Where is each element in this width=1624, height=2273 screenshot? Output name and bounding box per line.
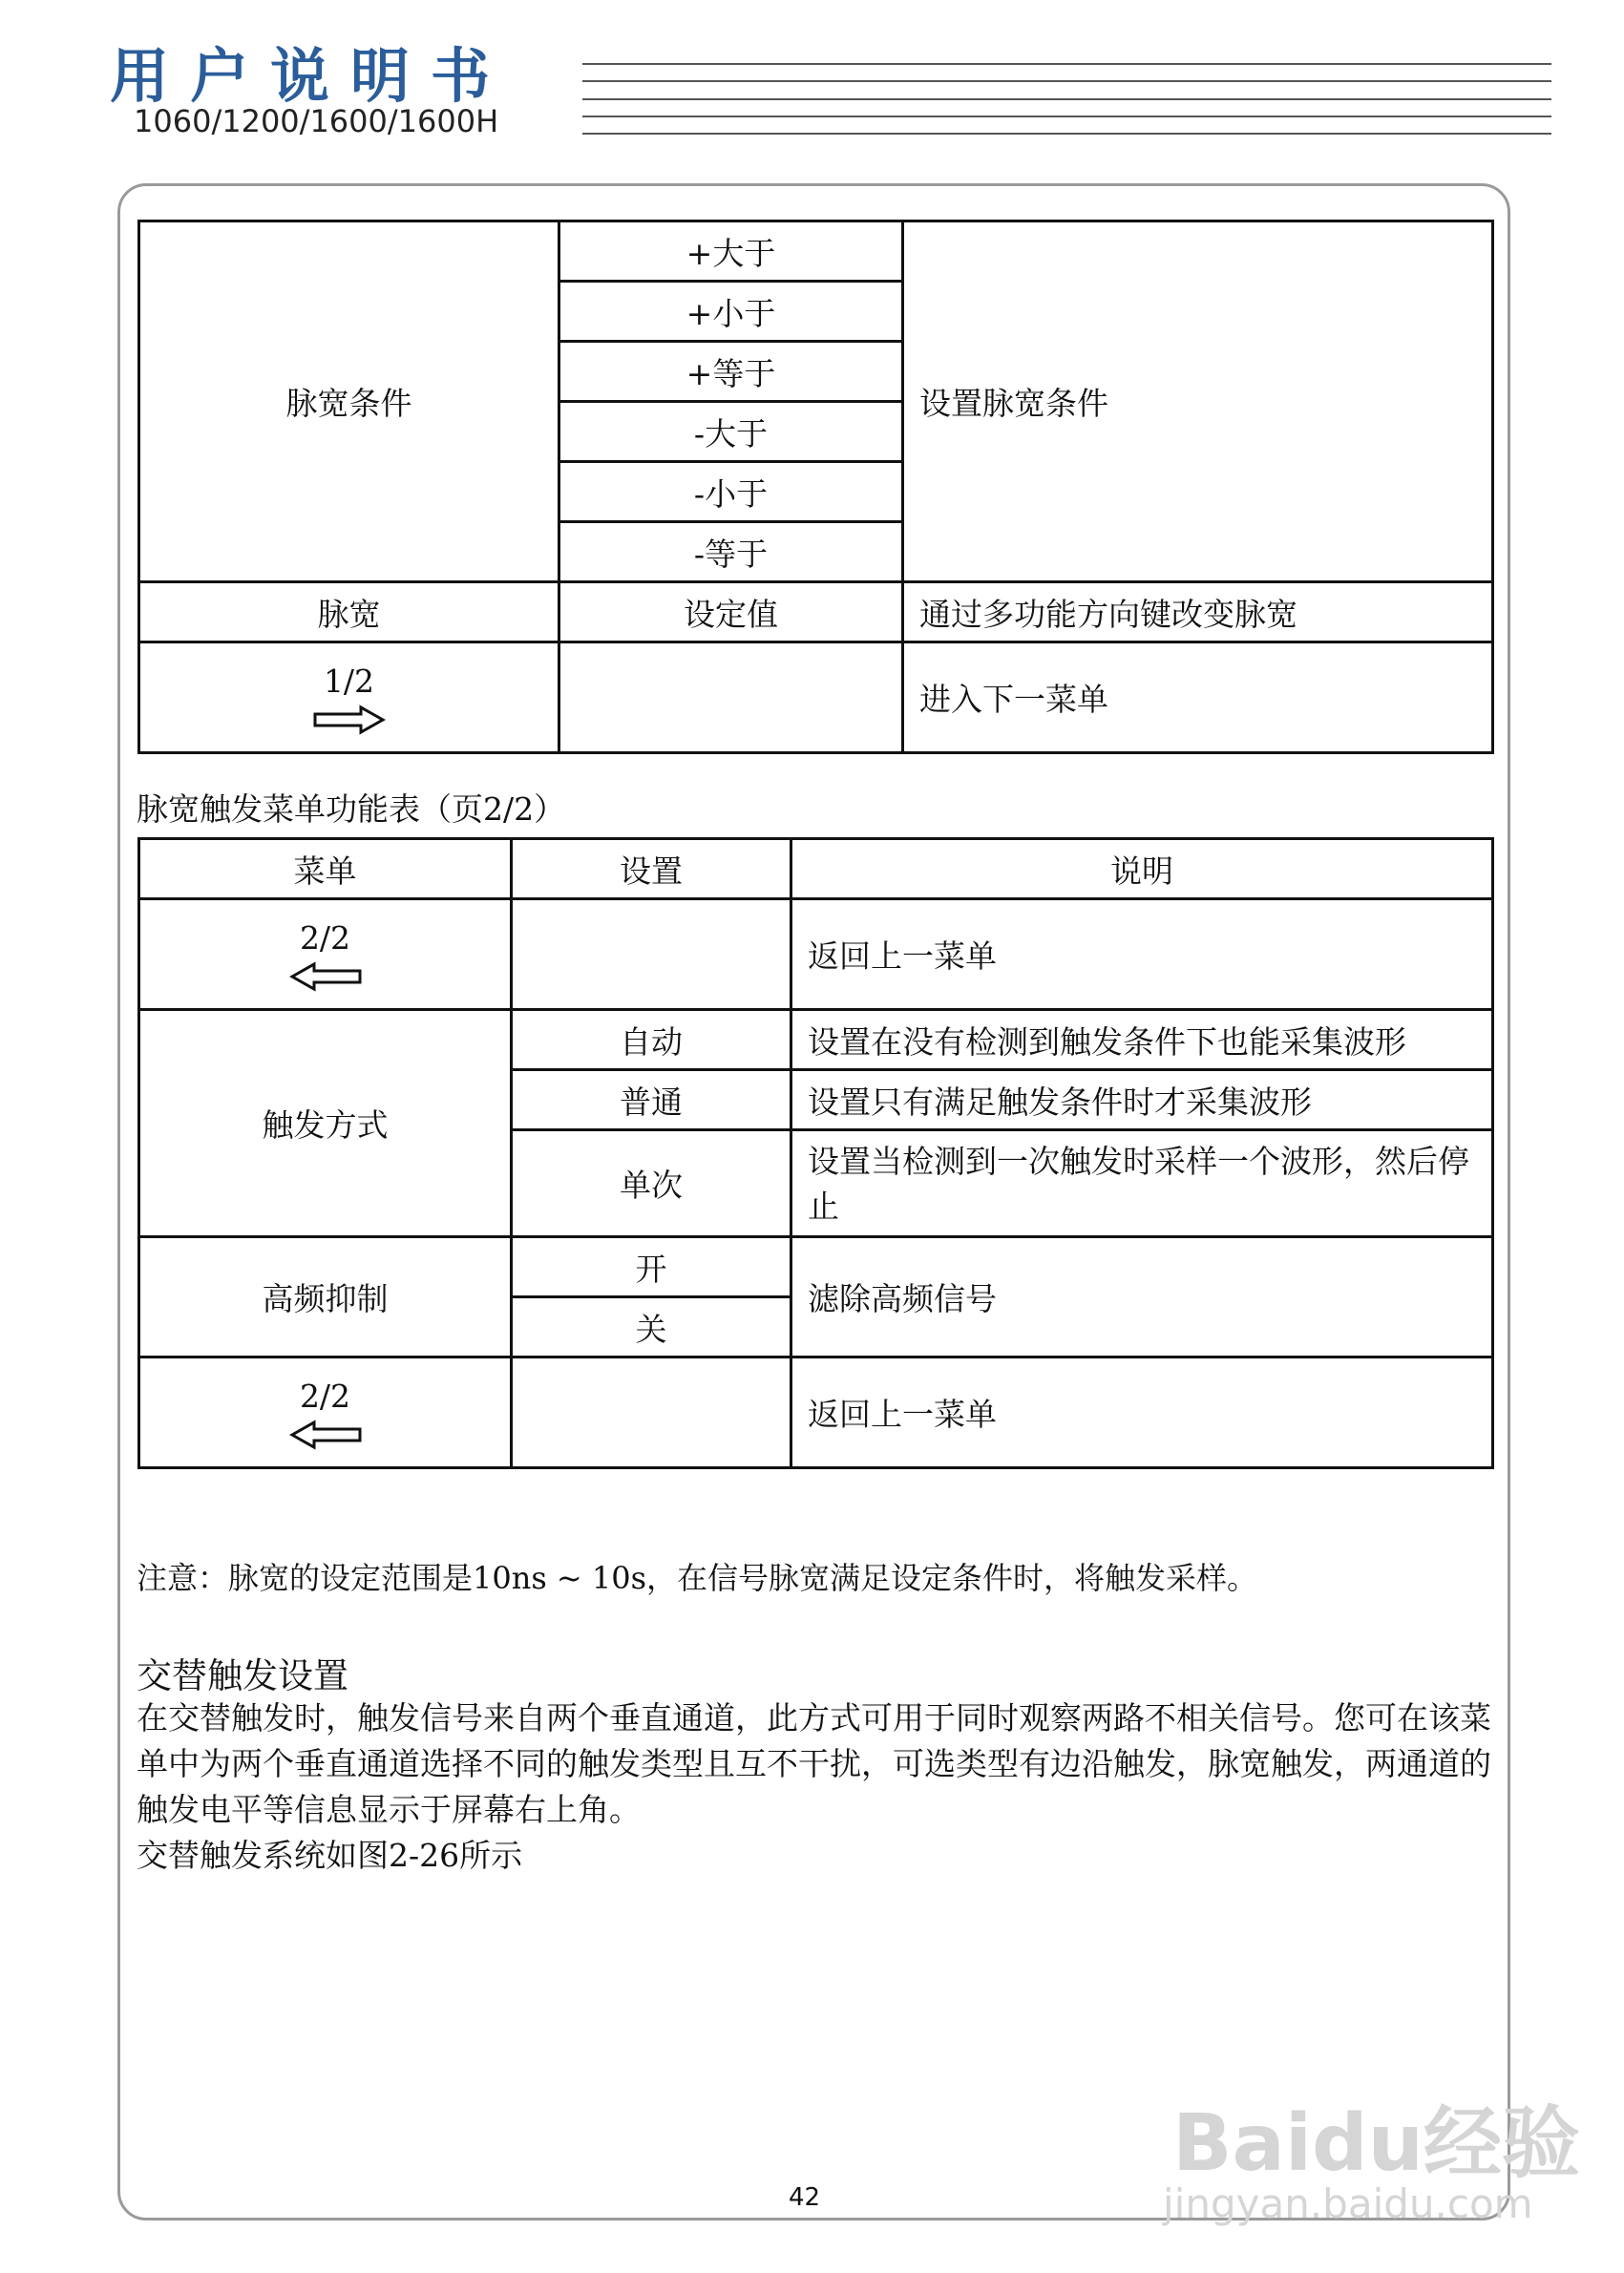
menu-cell: 触发方式 bbox=[139, 1010, 512, 1237]
table-row bbox=[139, 642, 1493, 753]
range-note: 注意：脉宽的设定范围是10ns ~ 10s，在信号脉宽满足设定条件时，将触发采样。 bbox=[137, 1560, 1258, 1596]
table-row bbox=[139, 1010, 1493, 1070]
setting-cell bbox=[512, 899, 791, 1010]
setting-cell bbox=[559, 642, 903, 753]
model-list: 1060/1200/1600/1600H bbox=[134, 103, 499, 139]
section-body bbox=[137, 1695, 1492, 1879]
right-arrow-icon bbox=[313, 705, 386, 735]
setting-cell: 单次 bbox=[512, 1130, 791, 1237]
option-cell: -等于 bbox=[559, 522, 903, 582]
setting-cell: 普通 bbox=[512, 1070, 791, 1130]
header-rule bbox=[582, 63, 1551, 65]
setting-cell: 自动 bbox=[512, 1010, 791, 1070]
setting-cell: 开 bbox=[512, 1237, 791, 1297]
desc-cell: 返回上一菜单 bbox=[791, 1357, 1493, 1468]
page-indicator: 2/2 bbox=[299, 1377, 351, 1415]
watermark-logo: Baidu经验 bbox=[1172, 2098, 1581, 2189]
left-arrow-icon bbox=[289, 1420, 362, 1450]
setting-cell: 关 bbox=[512, 1297, 791, 1357]
table-row bbox=[139, 1237, 1493, 1297]
setting-cell: 设定值 bbox=[559, 582, 903, 642]
option-cell: -大于 bbox=[559, 402, 903, 462]
pulse-trigger-table-page1 bbox=[137, 220, 1494, 754]
table-caption: 脉宽触发菜单功能表（页2/2） bbox=[137, 790, 566, 828]
watermark-url: jingyan.baidu.com bbox=[1163, 2180, 1533, 2227]
option-cell: +大于 bbox=[559, 221, 903, 282]
desc-cell: 设置脉宽条件 bbox=[903, 221, 1493, 582]
header-rule bbox=[582, 133, 1551, 135]
option-cell: +小于 bbox=[559, 282, 903, 342]
pulse-trigger-table-page2 bbox=[137, 837, 1494, 1469]
back-page-cell bbox=[139, 1357, 512, 1468]
table-row bbox=[139, 1357, 1493, 1468]
page-number: 42 bbox=[789, 2183, 821, 2212]
next-page-cell bbox=[139, 642, 559, 753]
desc-cell: 通过多功能方向键改变脉宽 bbox=[903, 582, 1493, 642]
manual-title: 用户说明书 bbox=[110, 41, 512, 111]
back-page-cell bbox=[139, 899, 512, 1010]
page-indicator: 1/2 bbox=[323, 662, 375, 700]
desc-cell: 进入下一菜单 bbox=[903, 642, 1493, 753]
left-arrow-icon bbox=[289, 961, 362, 992]
page-indicator: 2/2 bbox=[299, 918, 351, 957]
column-header: 说明 bbox=[791, 839, 1493, 899]
table-header-row bbox=[139, 839, 1493, 899]
section-heading: 交替触发设置 bbox=[137, 1655, 348, 1696]
desc-cell: 设置在没有检测到触发条件下也能采集波形 bbox=[791, 1010, 1493, 1070]
table-row bbox=[139, 582, 1493, 642]
section-paragraph: 在交替触发时，触发信号来自两个垂直通道，此方式可用于同时观察两路不相关信号。您可在该菜单中为两个垂直通道选择不同的触发类型且互不干扰，可选类型有边沿触发，脉宽触发，两通道的触发电平等信息显示于屏幕右上角。 bbox=[137, 1699, 1491, 1828]
menu-cell: 高频抑制 bbox=[139, 1237, 512, 1357]
menu-cell: 脉宽条件 bbox=[139, 221, 559, 582]
column-header: 菜单 bbox=[139, 839, 512, 899]
header-rule bbox=[582, 80, 1551, 82]
figure-reference: 交替触发系统如图2-26所示 bbox=[137, 1837, 523, 1874]
table-row bbox=[139, 899, 1493, 1010]
header-rule bbox=[582, 116, 1551, 117]
option-cell: +等于 bbox=[559, 342, 903, 402]
setting-cell bbox=[512, 1357, 791, 1468]
desc-cell: 返回上一菜单 bbox=[791, 899, 1493, 1010]
desc-cell: 设置当检测到一次触发时采样一个波形，然后停止 bbox=[791, 1130, 1493, 1237]
column-header: 设置 bbox=[512, 839, 791, 899]
desc-cell: 滤除高频信号 bbox=[791, 1237, 1493, 1357]
table-row bbox=[139, 221, 1493, 282]
menu-cell: 脉宽 bbox=[139, 582, 559, 642]
desc-cell: 设置只有满足触发条件时才采集波形 bbox=[791, 1070, 1493, 1130]
header-rule bbox=[582, 98, 1551, 100]
option-cell: -小于 bbox=[559, 462, 903, 522]
